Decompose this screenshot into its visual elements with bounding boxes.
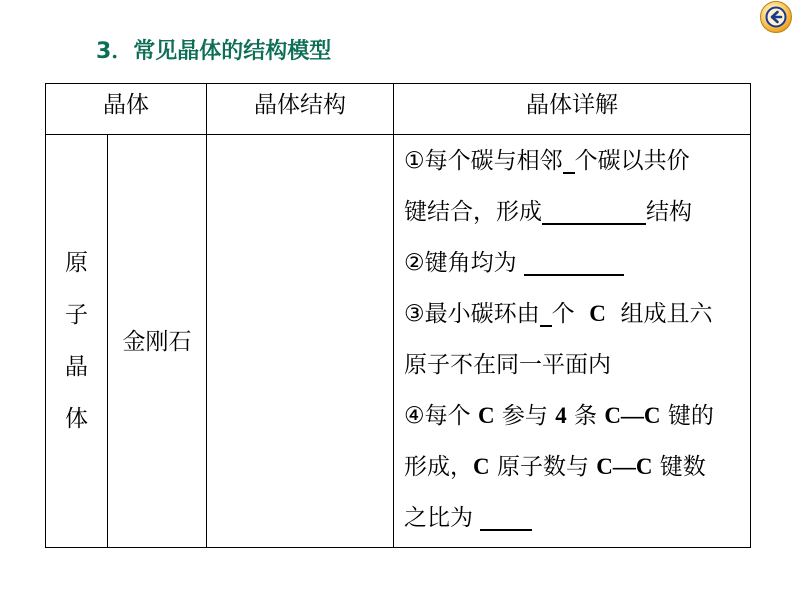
category-char: 原 bbox=[65, 250, 88, 276]
answer-blank[interactable] bbox=[480, 499, 532, 531]
crystal-structure-table bbox=[45, 83, 751, 548]
category-char: 子 bbox=[65, 302, 88, 328]
details-cell bbox=[394, 135, 751, 548]
structure-cell bbox=[207, 135, 394, 548]
header-details: 晶体详解 bbox=[394, 84, 751, 135]
section-heading: 3．常见晶体的结构模型 bbox=[96, 39, 332, 64]
back-button[interactable] bbox=[760, 1, 792, 33]
answer-blank[interactable] bbox=[563, 142, 575, 174]
detail-line: 原子不在同一平面内 bbox=[404, 352, 611, 378]
table-row bbox=[46, 135, 751, 548]
answer-blank[interactable] bbox=[524, 244, 624, 276]
answer-blank[interactable] bbox=[542, 193, 646, 225]
detail-line: 之比为 bbox=[404, 496, 744, 547]
detail-line: ④每个 C 参与 4 条 C—C 键的 bbox=[404, 403, 714, 429]
detail-line: ②键角均为 bbox=[404, 241, 744, 292]
back-arrow-icon bbox=[765, 6, 787, 28]
category-char: 晶 bbox=[65, 354, 88, 380]
category-cell bbox=[46, 135, 108, 548]
header-crystal: 晶体 bbox=[46, 84, 207, 135]
detail-line: ①每个碳与相邻 个碳以共价 bbox=[404, 139, 744, 190]
table-header-row bbox=[46, 84, 751, 135]
detail-line: 键结合，形成 结构 bbox=[404, 190, 744, 241]
answer-blank[interactable] bbox=[540, 295, 552, 327]
detail-line: ③最小碳环由 个 C 组成且六 bbox=[404, 292, 744, 343]
header-structure: 晶体结构 bbox=[207, 84, 394, 135]
crystal-name-cell: 金刚石 bbox=[108, 135, 207, 548]
detail-line: 形成，C 原子数与 C—C 键数 bbox=[404, 454, 706, 480]
category-char: 体 bbox=[65, 406, 88, 432]
